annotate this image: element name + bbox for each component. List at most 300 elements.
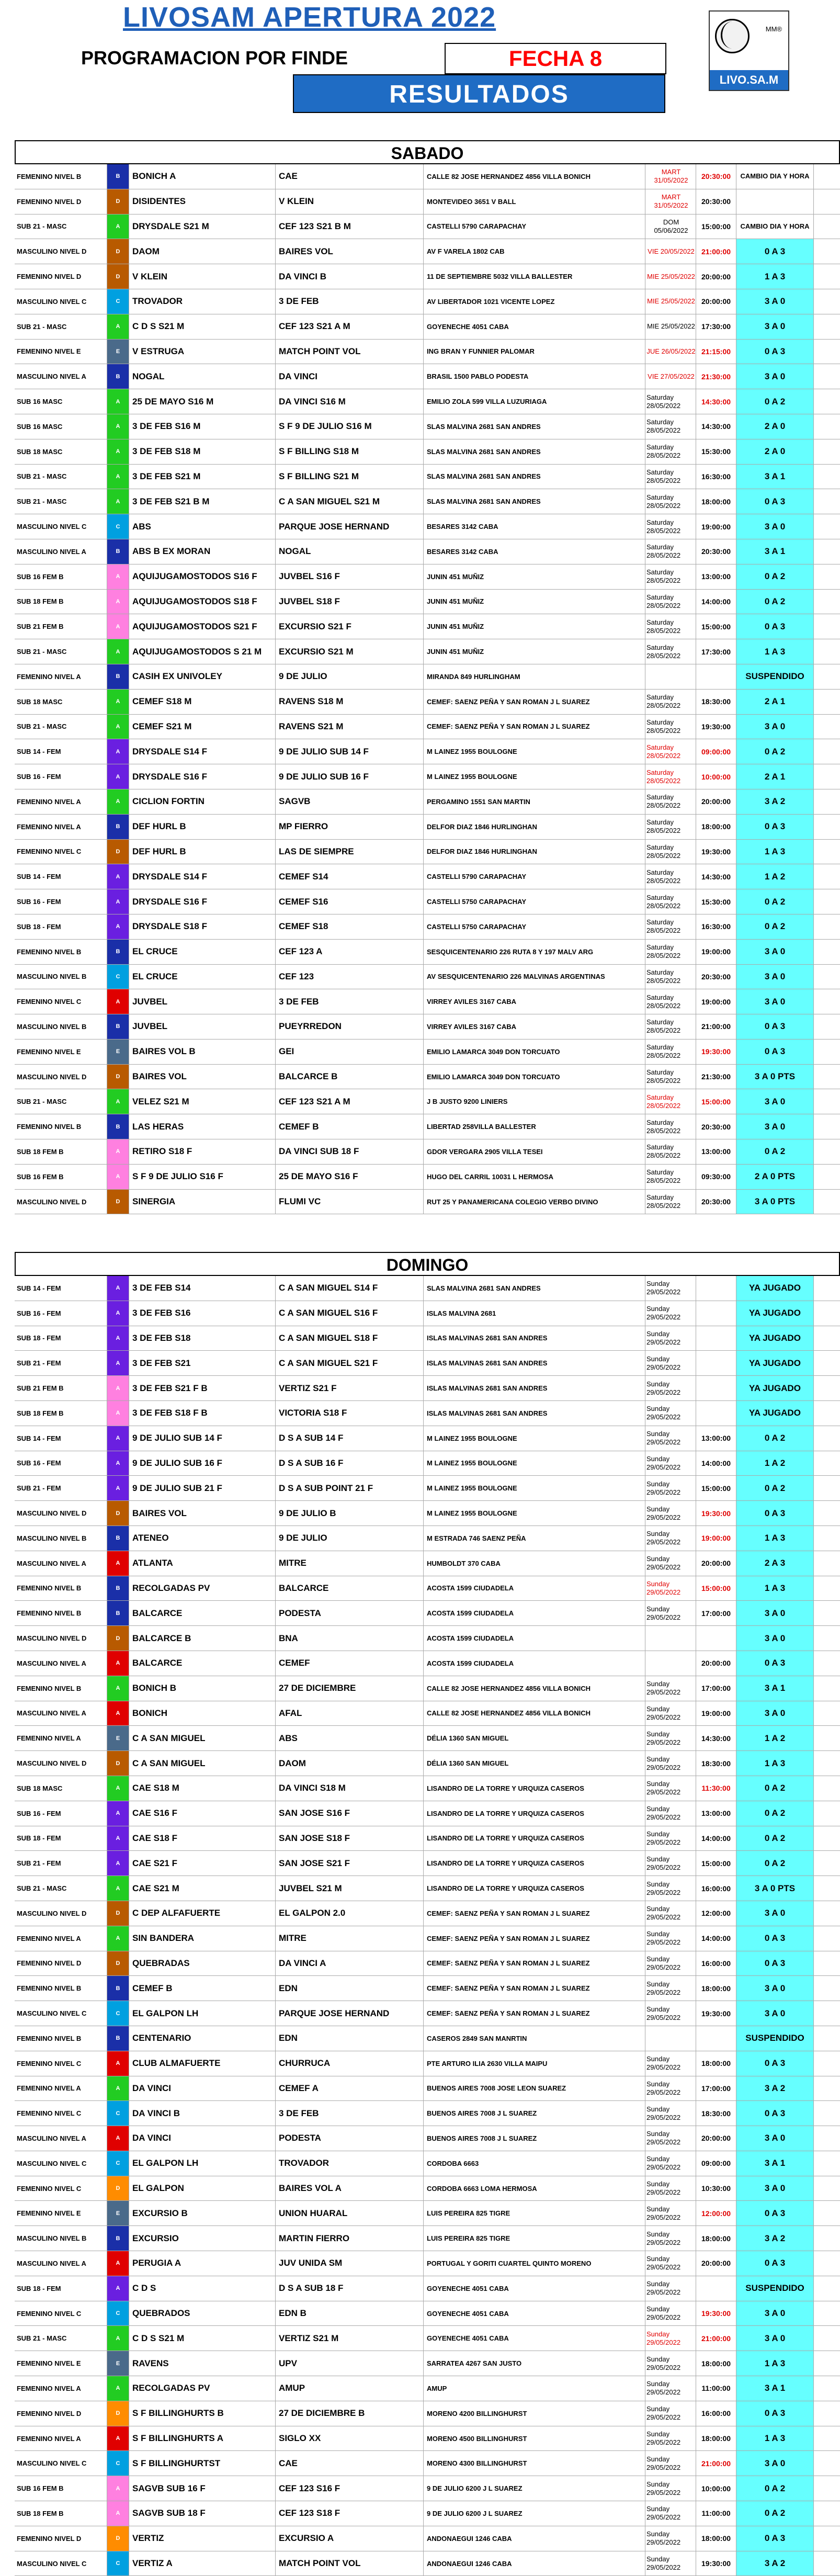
level-cell [107,590,129,614]
time-cell: 13:00:00 [696,1139,736,1164]
home-team-cell: V ESTRUGA [129,340,276,364]
table-row [15,1926,840,1951]
time-cell [696,664,736,689]
home-team-cell: 3 DE FEB S16 [129,1301,276,1326]
date-cell: Sunday 29/05/2022 [645,2051,696,2076]
date-cell: Sunday 29/05/2022 [645,1826,696,1851]
table-row [15,1801,840,1826]
table-row [15,1476,840,1501]
home-team-cell: ABS [129,514,276,539]
time-cell: 18:30:00 [696,1751,736,1776]
logo-mark: MM® [765,25,782,33]
level-cell [107,1301,129,1326]
level-badge: A [107,1776,129,1801]
home-team-cell: CEMEF S18 M [129,690,276,714]
away-team-cell: MATCH POINT VOL [276,340,424,364]
address-cell: PORTUGAL Y GORITI CUARTEL QUINTO MORENO [424,2251,645,2276]
home-team-cell: EL CRUCE [129,965,276,989]
away-team-cell: SAN JOSE S21 F [276,1851,424,1875]
time-cell: 14:00:00 [696,590,736,614]
category-cell: FEMENINO NIVEL B [15,940,107,964]
home-team-cell: EL GALPON [129,2176,276,2201]
result-cell: 1 A 3 [736,1751,814,1776]
result-cell: 3 A 1 [736,2151,814,2176]
date-cell: Saturday 28/05/2022 [645,1089,696,1114]
level-badge: D [107,2526,129,2551]
time-cell: 18:00:00 [696,815,736,839]
home-team-cell: 3 DE FEB S21 F B [129,1376,276,1400]
date-cell: Sunday 29/05/2022 [645,1476,696,1500]
result-cell: 3 A 2 [736,789,814,814]
home-team-cell: S F BILLINGHURTST [129,2451,276,2476]
table-row [15,1014,840,1040]
category-cell: SUB 18 MASC [15,690,107,714]
address-cell: LUIS PEREIRA 825 TIGRE [424,2201,645,2225]
level-cell [107,1401,129,1426]
date-cell: MIE 25/05/2022 [645,264,696,289]
time-cell: 10:00:00 [696,2476,736,2501]
date-cell: Saturday 28/05/2022 [645,639,696,664]
table-row [15,2201,840,2226]
level-cell [107,2526,129,2551]
date-cell: Saturday 28/05/2022 [645,965,696,989]
away-team-cell: JUVBEL S21 M [276,1876,424,1901]
address-cell: EMILIO LAMARCA 3049 DON TORCUATO [424,1040,645,1064]
home-team-cell: QUEBRADOS [129,2301,276,2326]
level-cell [107,2476,129,2501]
level-cell [107,1040,129,1064]
home-team-cell: 3 DE FEB S18 F B [129,1401,276,1426]
level-cell [107,1701,129,1726]
level-badge: B [107,364,129,389]
time-cell: 13:00:00 [696,1801,736,1826]
table-row [15,564,840,590]
address-cell: AV F VARELA 1802 CAB [424,239,645,264]
result-cell: CAMBIO DIA Y HORA [736,214,814,239]
level-badge: C [107,2001,129,2026]
result-cell: 0 A 3 [736,2251,814,2276]
page-title: LIVOSAM APERTURA 2022 [123,2,496,33]
level-cell [107,789,129,814]
away-team-cell: D S A SUB POINT 21 F [276,1476,424,1500]
date-cell: Saturday 28/05/2022 [645,539,696,564]
address-cell: BUENOS AIRES 7008 J L SUAREZ [424,2101,645,2126]
date-cell: Sunday 29/05/2022 [645,1851,696,1875]
time-cell: 19:00:00 [696,1701,736,1726]
time-cell: 19:00:00 [696,989,736,1014]
time-cell: 17:30:00 [696,314,736,339]
time-cell: 15:00:00 [696,1476,736,1500]
category-cell: FEMENINO NIVEL C [15,2101,107,2126]
away-team-cell: EDN [276,1976,424,2001]
table-row [15,1976,840,2001]
home-team-cell: NOGAL [129,364,276,389]
table-row [15,414,840,439]
category-cell: FEMENINO NIVEL B [15,164,107,189]
time-cell: 17:00:00 [696,2076,736,2101]
resultados-banner: RESULTADOS [293,74,665,113]
away-team-cell: BALCARCE [276,1576,424,1601]
address-cell: CORDOBA 6663 LOMA HERMOSA [424,2176,645,2201]
table-row [15,764,840,789]
address-cell: GOYENECHE 4051 CABA [424,2326,645,2351]
date-cell: Sunday 29/05/2022 [645,2426,696,2451]
address-cell: ACOSTA 1599 CIUDADELA [424,1576,645,1601]
address-cell: M LAINEZ 1955 BOULOGNE [424,1426,645,1451]
date-cell: VIE 27/05/2022 [645,364,696,389]
date-cell: DOM 05/06/2022 [645,214,696,239]
time-cell: 09:30:00 [696,1165,736,1189]
category-cell: SUB 21 - MASC [15,489,107,514]
result-cell: 3 A 0 [736,1701,814,1726]
level-badge: A [107,465,129,489]
home-team-cell: CENTENARIO [129,2026,276,2051]
away-team-cell: 25 DE MAYO S16 F [276,1165,424,1189]
time-cell: 16:30:00 [696,465,736,489]
time-cell: 20:00:00 [696,1651,736,1676]
level-cell [107,2226,129,2251]
category-cell: FEMENINO NIVEL A [15,2426,107,2451]
fecha-label: FECHA 8 [445,43,666,74]
home-team-cell: VERTIZ [129,2526,276,2551]
result-cell: 0 A 3 [736,239,814,264]
level-cell [107,340,129,364]
date-cell: Sunday 29/05/2022 [645,1726,696,1750]
level-cell [107,264,129,289]
level-badge: B [107,1114,129,1139]
home-team-cell: QUEBRADAS [129,1951,276,1976]
away-team-cell: C A SAN MIGUEL S16 F [276,1301,424,1326]
level-cell [107,840,129,864]
category-cell: SUB 21 - MASC [15,465,107,489]
category-cell: FEMENINO NIVEL B [15,1114,107,1139]
table-row [15,439,840,465]
date-cell: Saturday 28/05/2022 [645,789,696,814]
away-team-cell: S F 9 DE JULIO S16 M [276,414,424,439]
level-cell [107,1139,129,1164]
result-cell: YA JUGADO [736,1401,814,1426]
address-cell: SLAS MALVINA 2681 SAN ANDRES [424,489,645,514]
home-team-cell: DA VINCI [129,2076,276,2101]
time-cell: 18:00:00 [696,2426,736,2451]
away-team-cell: CAE [276,2451,424,2476]
date-cell: Saturday 28/05/2022 [645,389,696,414]
away-team-cell: 3 DE FEB [276,289,424,314]
level-cell [107,1651,129,1676]
time-cell: 21:00:00 [696,2451,736,2476]
away-team-cell: SIGLO XX [276,2426,424,2451]
away-team-cell: CAE [276,164,424,189]
level-badge: D [107,840,129,864]
date-cell: Sunday 29/05/2022 [645,2451,696,2476]
address-cell: SARRATEA 4267 SAN JUSTO [424,2351,645,2376]
home-team-cell: DEF HURL B [129,815,276,839]
table-row [15,989,840,1014]
level-badge: A [107,1401,129,1426]
date-cell: Saturday 28/05/2022 [645,1139,696,1164]
table-row [15,289,840,314]
table-row [15,2451,840,2476]
table-row [15,2551,840,2576]
result-cell: 0 A 2 [736,1826,814,1851]
address-cell: GOYENECHE 4051 CABA [424,2301,645,2326]
category-cell: FEMENINO NIVEL D [15,189,107,214]
address-cell: LISANDRO DE LA TORRE Y URQUIZA CASEROS [424,1776,645,1801]
table-row [15,189,840,214]
time-cell: 18:00:00 [696,2351,736,2376]
address-cell: M LAINEZ 1955 BOULOGNE [424,1451,645,1476]
away-team-cell: SAN JOSE S16 F [276,1801,424,1826]
level-badge: A [107,789,129,814]
home-team-cell: DRYSDALE S14 F [129,864,276,889]
level-cell [107,1526,129,1551]
date-cell: Saturday 28/05/2022 [645,1190,696,1214]
table-row [15,264,840,289]
time-cell: 20:30:00 [696,965,736,989]
home-team-cell: RECOLGADAS PV [129,2376,276,2401]
date-cell: Saturday 28/05/2022 [645,989,696,1014]
date-cell: Saturday 28/05/2022 [645,840,696,864]
level-badge: C [107,2451,129,2476]
category-cell: SUB 16 - FEM [15,1301,107,1326]
category-cell: FEMENINO NIVEL E [15,2201,107,2225]
date-cell: MART 31/05/2022 [645,164,696,189]
table-row [15,1651,840,1676]
category-cell: SUB 18 FEM B [15,2501,107,2526]
category-cell: SUB 16 - FEM [15,764,107,789]
away-team-cell: BALCARCE B [276,1065,424,1089]
level-cell [107,2426,129,2451]
date-cell: Sunday 29/05/2022 [645,1876,696,1901]
category-cell: MASCULINO NIVEL B [15,1014,107,1039]
level-badge: A [107,739,129,764]
level-cell [107,2251,129,2276]
time-cell: 14:30:00 [696,414,736,439]
result-cell: 3 A 0 [736,314,814,339]
address-cell: ISLAS MALVINA 2681 [424,1301,645,1326]
away-team-cell: CEF 123 S18 F [276,2501,424,2526]
home-team-cell: LAS HERAS [129,1114,276,1139]
level-badge: C [107,2151,129,2176]
date-cell: Saturday 28/05/2022 [645,940,696,964]
category-cell: SUB 18 MASC [15,439,107,464]
level-badge: A [107,715,129,739]
page-subtitle: PROGRAMACION POR FINDE [81,47,348,69]
home-team-cell: TROVADOR [129,289,276,314]
date-cell: JUE 26/05/2022 [645,340,696,364]
table-row [15,1276,840,1301]
level-badge: A [107,2501,129,2526]
away-team-cell: EL GALPON 2.0 [276,1901,424,1926]
home-team-cell: BAIRES VOL [129,1501,276,1526]
category-cell: SUB 16 - FEM [15,1801,107,1826]
result-cell: 3 A 0 PTS [736,1190,814,1214]
result-cell: 0 A 2 [736,1801,814,1826]
address-cell: MIRANDA 849 HURLINGHAM [424,664,645,689]
address-cell: CEMEF: SAENZ PEÑA Y SAN ROMAN J L SUAREZ [424,1901,645,1926]
home-team-cell: CAE S18 F [129,1826,276,1851]
address-cell: CASTELLI 5790 CARAPACHAY [424,214,645,239]
date-cell: Sunday 29/05/2022 [645,1676,696,1701]
home-team-cell: RETIRO S18 F [129,1139,276,1164]
level-badge: B [107,1601,129,1625]
time-cell: 17:30:00 [696,639,736,664]
table-row [15,1701,840,1726]
date-cell: Sunday 29/05/2022 [645,1751,696,1776]
date-cell: Saturday 28/05/2022 [645,1040,696,1064]
away-team-cell: D S A SUB 18 F [276,2276,424,2301]
home-team-cell: AQUIJUGAMOSTODOS S 21 M [129,639,276,664]
table-row [15,1851,840,1876]
address-cell: HUMBOLDT 370 CABA [424,1551,645,1576]
result-cell: 0 A 2 [736,389,814,414]
date-cell: MIE 25/05/2022 [645,314,696,339]
table-row [15,1676,840,1701]
away-team-cell: 9 DE JULIO B [276,1501,424,1526]
category-cell: FEMENINO NIVEL D [15,1951,107,1976]
date-cell: Saturday 28/05/2022 [645,564,696,589]
away-team-cell: D S A SUB 14 F [276,1426,424,1451]
away-team-cell: CEMEF B [276,1114,424,1139]
time-cell: 18:00:00 [696,489,736,514]
table-row [15,690,840,715]
category-cell: SUB 21 - FEM [15,1351,107,1375]
category-cell: SUB 16 FEM B [15,2476,107,2501]
result-cell: 0 A 3 [736,2201,814,2225]
time-cell: 19:30:00 [696,715,736,739]
address-cell: ISLAS MALVINAS 2681 SAN ANDRES [424,1351,645,1375]
home-team-cell: CEMEF S21 M [129,715,276,739]
address-cell: J B JUSTO 9200 LINIERS [424,1089,645,1114]
level-cell [107,389,129,414]
table-row [15,1526,840,1551]
date-cell: Sunday 29/05/2022 [645,1901,696,1926]
level-cell [107,1751,129,1776]
level-cell [107,1376,129,1400]
level-badge: B [107,2026,129,2051]
category-cell: MASCULINO NIVEL A [15,364,107,389]
result-cell: 3 A 1 [736,465,814,489]
time-cell: 18:00:00 [696,2526,736,2551]
address-cell: JUNIN 451 MUÑIZ [424,564,645,589]
level-cell [107,1851,129,1875]
date-cell: Sunday 29/05/2022 [645,1976,696,2001]
table-row [15,1065,840,1090]
table-row [15,815,840,840]
home-team-cell: S F 9 DE JULIO S16 F [129,1165,276,1189]
table-row [15,1376,840,1401]
level-cell [107,690,129,714]
level-cell [107,1476,129,1500]
category-cell: SUB 14 - FEM [15,1276,107,1301]
time-cell [696,1351,736,1375]
table-row [15,2151,840,2176]
date-cell: Saturday 28/05/2022 [645,1014,696,1039]
time-cell: 14:30:00 [696,864,736,889]
address-cell: GOYENECHE 4051 CABA [424,2276,645,2301]
away-team-cell: EDN [276,2026,424,2051]
level-badge: C [107,2101,129,2126]
level-cell [107,715,129,739]
level-badge: A [107,2476,129,2501]
level-badge: B [107,1014,129,1039]
level-badge: B [107,1976,129,2001]
volleyball-icon [715,19,750,53]
away-team-cell: CEF 123 S21 A M [276,1089,424,1114]
level-cell [107,1089,129,1114]
table-row [15,489,840,514]
address-cell: EMILIO LAMARCA 3049 DON TORCUATO [424,1065,645,1089]
home-team-cell: AQUIJUGAMOSTODOS S16 F [129,564,276,589]
away-team-cell: JUVBEL S16 F [276,564,424,589]
category-cell: SUB 21 - FEM [15,1476,107,1500]
table-row [15,2326,840,2351]
date-cell: Saturday 28/05/2022 [645,1114,696,1139]
away-team-cell: VICTORIA S18 F [276,1401,424,1426]
home-team-cell: DRYSDALE S16 F [129,889,276,914]
section-sabado [15,140,840,1214]
category-cell: MASCULINO NIVEL A [15,2251,107,2276]
home-team-cell: 3 DE FEB S21 [129,1351,276,1375]
result-cell: 0 A 2 [736,1426,814,1451]
level-cell [107,2501,129,2526]
level-badge: A [107,1551,129,1576]
level-badge: A [107,489,129,514]
home-team-cell: EXCURSIO [129,2226,276,2251]
level-badge: D [107,1951,129,1976]
category-cell: MASCULINO NIVEL B [15,965,107,989]
level-badge: A [107,989,129,1014]
level-cell [107,2126,129,2151]
result-cell: 0 A 2 [736,739,814,764]
level-cell [107,815,129,839]
result-cell: 0 A 3 [736,1014,814,1039]
date-cell: Sunday 29/05/2022 [645,1401,696,1426]
home-team-cell: C D S S21 M [129,2326,276,2351]
date-cell: Sunday 29/05/2022 [645,2076,696,2101]
date-cell: Sunday 29/05/2022 [645,2251,696,2276]
result-cell: 0 A 2 [736,2501,814,2526]
level-badge: A [107,864,129,889]
home-team-cell: DRYSDALE S21 M [129,214,276,239]
level-cell [107,164,129,189]
address-cell: SLAS MALVINA 2681 SAN ANDRES [424,1276,645,1301]
address-cell: SLAS MALVINA 2681 SAN ANDRES [424,439,645,464]
level-badge: E [107,2201,129,2225]
category-cell: MASCULINO NIVEL D [15,1190,107,1214]
result-cell: SUSPENDIDO [736,2276,814,2301]
address-cell: VIRREY AVILES 3167 CABA [424,1014,645,1039]
level-badge: A [107,1826,129,1851]
away-team-cell: S F BILLING S21 M [276,465,424,489]
away-team-cell: SAN JOSE S18 F [276,1826,424,1851]
home-team-cell: CAE S21 M [129,1876,276,1901]
result-cell: 3 A 0 [736,364,814,389]
table-row [15,1951,840,1976]
table-row [15,239,840,264]
table-row [15,1326,840,1351]
time-cell: 16:00:00 [696,1876,736,1901]
address-cell: BRASIL 1500 PABLO PODESTA [424,364,645,389]
home-team-cell: SAGVB SUB 16 F [129,2476,276,2501]
date-cell: Sunday 29/05/2022 [645,2501,696,2526]
address-cell: LISANDRO DE LA TORRE Y URQUIZA CASEROS [424,1801,645,1826]
address-cell: MORENO 4500 BILLINGHURST [424,2426,645,2451]
table-row [15,965,840,990]
date-cell: Saturday 28/05/2022 [645,414,696,439]
date-cell: Saturday 28/05/2022 [645,815,696,839]
level-cell [107,314,129,339]
